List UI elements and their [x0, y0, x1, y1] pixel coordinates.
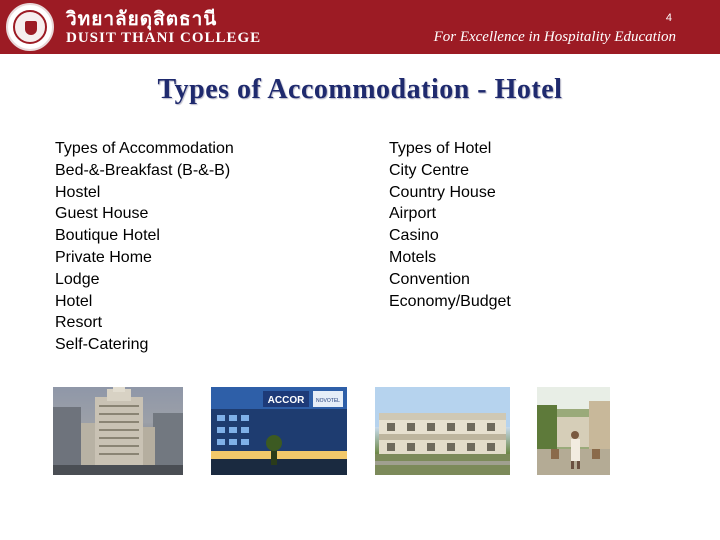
list-item: City Centre: [389, 161, 470, 179]
hotel-types-list: [389, 160, 679, 313]
list-item: Airport: [389, 205, 437, 223]
resort-photo: [537, 387, 610, 475]
college-seal-icon: [13, 10, 47, 44]
accor-sign: ACCOR: [267, 395, 305, 406]
list-item: Boutique Hotel: [55, 227, 160, 245]
college-logo: [6, 3, 54, 51]
seal-emblem-icon: [25, 21, 37, 35]
page-number: 4: [665, 12, 672, 24]
list-item: Casino: [389, 227, 439, 245]
accommodation-types-column: [55, 138, 345, 356]
accommodation-types-heading: Types of Accommodation: [55, 140, 234, 157]
novotel-sign: NOVOTEL: [316, 398, 340, 404]
list-item: Motels: [389, 248, 437, 266]
college-tagline: For Excellence in Hospitality Education: [433, 29, 676, 45]
hotel-types-column: [389, 138, 679, 312]
college-name-thai: วิทยาลัยดุสิตธานี: [66, 8, 218, 30]
motel-photo: [375, 387, 510, 475]
list-item: Bed-&-Breakfast (B-&-B): [55, 161, 231, 179]
list-item: Self-Catering: [55, 336, 149, 354]
list-item: Convention: [389, 270, 470, 288]
list-item: Resort: [55, 314, 103, 332]
city-hotel-photo: [53, 387, 183, 475]
list-item: Hotel: [55, 292, 93, 310]
accommodation-types-list: [55, 160, 345, 356]
college-name-english: DUSIT THANI COLLEGE: [66, 30, 262, 46]
list-item: Economy/Budget: [389, 292, 511, 310]
hotel-types-heading: Types of Hotel: [389, 140, 492, 157]
list-item: Lodge: [55, 270, 100, 288]
header-banner: [0, 0, 720, 54]
list-item: Country House: [389, 183, 496, 201]
list-item: Guest House: [55, 205, 149, 223]
list-item: Private Home: [55, 248, 152, 266]
list-item: Hostel: [55, 183, 101, 201]
slide-title: Types of Accommodation - Hotel: [157, 74, 563, 105]
airport-hotel-photo: [211, 387, 347, 475]
